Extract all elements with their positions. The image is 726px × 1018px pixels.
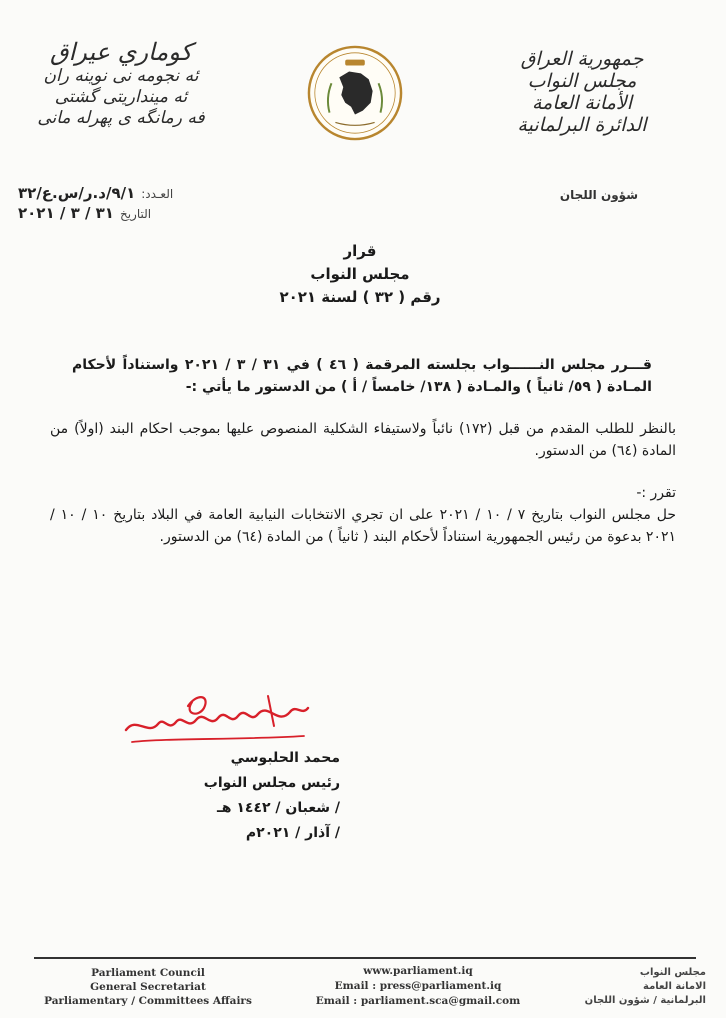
footer-en-line: Parliamentary / Committees Affairs bbox=[44, 995, 252, 1007]
signatory-name: محمد الحلبوسي bbox=[230, 750, 340, 766]
footer-email-press: Email : press@parliament.iq bbox=[334, 980, 502, 992]
footer-en-line: General Secretariat bbox=[90, 981, 206, 993]
title-line-number: رقم ( ٣٢ ) لسنة ٢٠٢١ bbox=[279, 288, 441, 306]
footer-english bbox=[28, 966, 268, 1008]
title-line-decision: قرار bbox=[343, 242, 377, 260]
footer-website: www.parliament.iq bbox=[363, 965, 473, 977]
letterhead-line: ئه مينداريتى گشتى bbox=[54, 87, 188, 108]
department-label: شؤون اللجان bbox=[559, 188, 638, 202]
signature-block bbox=[150, 746, 340, 846]
reference-number-value: ٩/١/د.ر/س.ع/٣٢ bbox=[18, 184, 136, 202]
kurdish-letterhead bbox=[26, 40, 216, 131]
footer-ar-line: مجلس النواب bbox=[639, 967, 706, 978]
footer-en-line: Parliament Council bbox=[91, 967, 205, 979]
reference-date-row bbox=[18, 204, 188, 224]
footer-email-sca: Email : parliament.sca@gmail.com bbox=[315, 995, 521, 1007]
consideration-paragraph: بالنظر للطلب المقدم من قبل (١٧٢) نائباً ولاستيفاء الشكلية المنصوص عليها بموجب احكام البند (اولاً) من المادة (٦٤) من الدستور. bbox=[50, 421, 676, 459]
letterhead-line: كوماري عيراق bbox=[49, 38, 193, 66]
letterhead-line: مجلس النواب bbox=[527, 69, 637, 92]
footer-divider bbox=[34, 957, 696, 959]
arabic-letterhead bbox=[502, 50, 662, 138]
hijri-date: / شعبان / ١٤٤٢ هـ bbox=[216, 800, 340, 816]
letterhead-line: جمهورية العراق bbox=[520, 48, 644, 70]
reference-number-label: العـدد: bbox=[141, 187, 174, 201]
signatory-position: رئيس مجلس النواب bbox=[203, 775, 340, 791]
footer-contacts bbox=[298, 964, 538, 1009]
decision-paragraph: حل مجلس النواب بتاريخ ٧ / ١٠ / ٢٠٢١ على ان تجري الانتخابات النيابية العامة في البلاد بتاريخ ١٠ / ١٠ / ٢٠٢١ بدعوة من رئيس الجمهورية استناداً لأحكام البند ( ثانياً ) من المادة (٦٤) من الدستور. bbox=[50, 507, 676, 545]
signature-icon bbox=[118, 686, 314, 752]
footer-arabic bbox=[556, 966, 706, 1008]
letterhead-line: ئه نجومه نى نوينه ران bbox=[43, 66, 199, 87]
parliament-emblem-icon bbox=[306, 44, 404, 142]
letterhead-line: الأمانة العامة bbox=[532, 91, 632, 114]
decision-heading: تقرر :- bbox=[636, 485, 676, 501]
letterhead-line: فه رمانگه ى پهرله مانى bbox=[37, 107, 205, 128]
reference-number-row bbox=[18, 184, 188, 204]
footer-ar-line: البرلمانية / شؤون اللجان bbox=[584, 995, 706, 1006]
reference-date-label: التاريخ bbox=[119, 207, 152, 221]
gregorian-date: / آذار / ٢٠٢١م bbox=[245, 825, 340, 841]
letterhead-line: الدائرة البرلمانية bbox=[517, 113, 647, 136]
intro-paragraph: قـــرر مجلس النــــــواب بجلسته المرقمة ( ٤٦ ) في ٣١ / ٣ / ٢٠٢١ واستناداً لأحكام المـادة ( ٥٩/ ثانياً ) والمـادة ( ١٣٨/ خامساً / أ ) من الدستور ما يأتي :- bbox=[72, 357, 652, 395]
title-line-council: مجلس النواب bbox=[310, 265, 410, 283]
reference-date-value: ٣١ / ٣ / ٢٠٢١ bbox=[18, 204, 114, 222]
decision-title bbox=[190, 240, 530, 309]
footer-ar-line: الامانة العامة bbox=[643, 981, 706, 992]
reference-block bbox=[18, 184, 188, 224]
